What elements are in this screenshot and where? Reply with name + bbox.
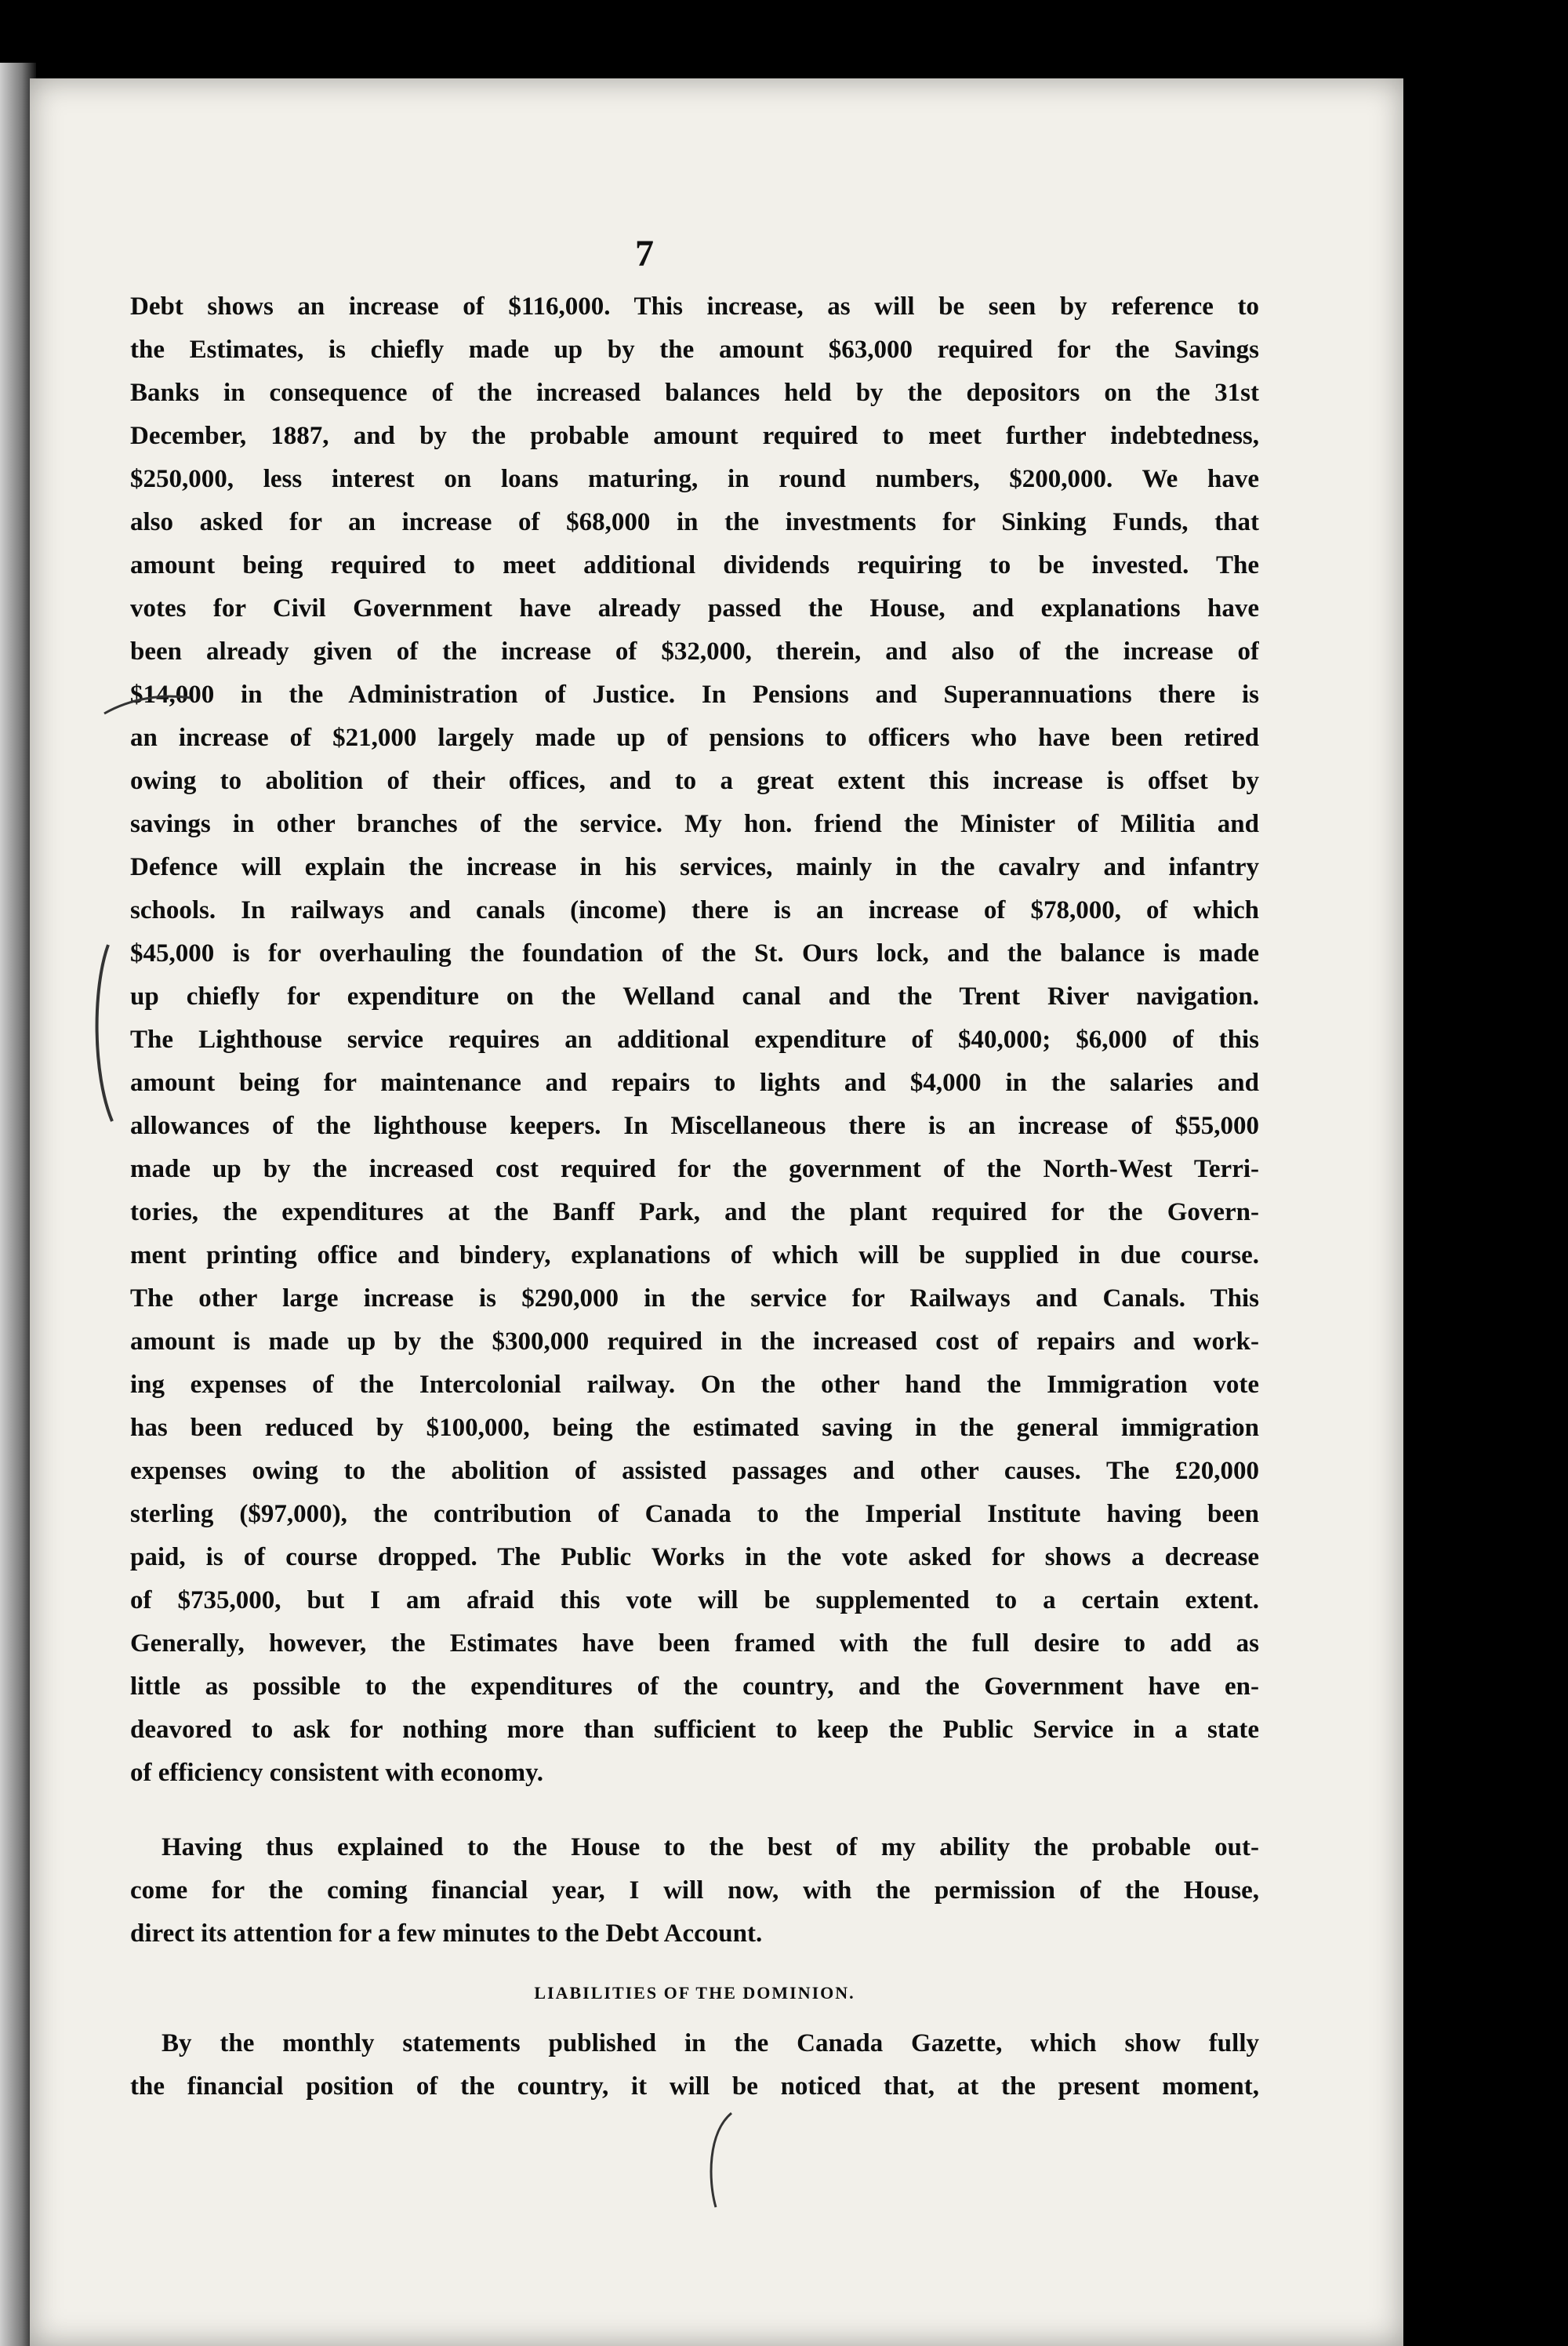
text-line: votes for Civil Government have already passed the House, and explanations have xyxy=(130,594,1259,623)
paragraph-2 xyxy=(130,1826,1259,1956)
text-line: an increase of $21,000 largely made up of pensions to officers who have been retired xyxy=(130,724,1259,752)
text-line: the financial position of the country, it will be noticed that, at the present moment, xyxy=(130,2072,1259,2101)
text-line: been already given of the increase of $32,000, therein, and also of the increase of xyxy=(130,637,1259,666)
text-line: $250,000, less interest on loans maturing, in round numbers, $200,000. We have xyxy=(130,465,1259,493)
paper-sheet xyxy=(30,78,1403,2346)
page-number: 7 xyxy=(635,233,654,274)
text-line: amount being required to meet additional dividends requiring to be invested. The xyxy=(130,551,1259,579)
text-line: deavored to ask for nothing more than sufficient to keep the Public Service in a state xyxy=(130,1716,1259,1744)
pencil-mark xyxy=(700,2109,739,2211)
text-line: Generally, however, the Estimates have been framed with the full desire to add as xyxy=(130,1629,1259,1658)
text-line: little as possible to the expenditures of the country, and the Government have en- xyxy=(130,1672,1259,1701)
text-line: sterling ($97,000), the contribution of Canada to the Imperial Institute having been xyxy=(130,1500,1259,1528)
body-text xyxy=(130,285,1259,2108)
text-line: The Lighthouse service requires an additional expenditure of $40,000; $6,000 of this xyxy=(130,1026,1259,1054)
text-line: By the monthly statements published in the Canada Gazette, which show fully xyxy=(162,2029,1259,2057)
text-line: come for the coming financial year, I will now, with the permission of the House, xyxy=(130,1876,1259,1905)
text-line: the Estimates, is chiefly made up by the amount $63,000 required for the Savings xyxy=(130,336,1259,364)
text-line: Defence will explain the increase in his services, mainly in the cavalry and infantry xyxy=(130,853,1259,881)
text-line: December, 1887, and by the probable amount required to meet further indebtedness, xyxy=(130,422,1259,450)
text-line: savings in other branches of the service. My hon. friend the Minister of Militia and xyxy=(130,810,1259,838)
text-line: owing to abolition of their offices, and to a great extent this increase is offset by xyxy=(130,767,1259,795)
text-line: ment printing office and bindery, explanations of which will be supplied in due course. xyxy=(130,1241,1259,1269)
text-line: of efficiency consistent with economy. xyxy=(130,1759,543,1787)
text-line: allowances of the lighthouse keepers. In Miscellaneous there is an increase of $55,000 xyxy=(130,1112,1259,1140)
margin-pencil-mark xyxy=(77,941,124,1129)
margin-pencil-mark xyxy=(100,682,194,729)
text-line: amount is made up by the $300,000 required in the increased cost of repairs and work- xyxy=(130,1327,1259,1356)
paragraph-1 xyxy=(130,285,1259,1795)
text-line: $14,000 in the Administration of Justice. In Pensions and Superannuations there is xyxy=(130,681,1259,709)
text-line: amount being for maintenance and repairs to lights and $4,000 in the salaries and xyxy=(130,1069,1259,1097)
text-line: has been reduced by $100,000, being the estimated saving in the general immigration xyxy=(130,1414,1259,1442)
text-line: Having thus explained to the House to the best of my ability the probable out- xyxy=(162,1833,1259,1861)
text-line: paid, is of course dropped. The Public Works in the vote asked for shows a decrease xyxy=(130,1543,1259,1571)
text-line: schools. In railways and canals (income) there is an increase of $78,000, of which xyxy=(130,896,1259,924)
text-line: ing expenses of the Intercolonial railway. On the other hand the Immigration vote xyxy=(130,1371,1259,1399)
text-line: of $735,000, but I am afraid this vote will be supplemented to a certain extent. xyxy=(130,1586,1259,1614)
text-line: also asked for an increase of $68,000 in the investments for Sinking Funds, that xyxy=(130,508,1259,536)
paragraph-3 xyxy=(130,2022,1259,2108)
text-line: up chiefly for expenditure on the Welland canal and the Trent River navigation. xyxy=(130,982,1259,1011)
text-line: Debt shows an increase of $116,000. This increase, as will be seen by reference to xyxy=(130,292,1259,321)
text-line: Banks in consequence of the increased balances held by the depositors on the 31st xyxy=(130,379,1259,407)
text-line: The other large increase is $290,000 in the service for Railways and Canals. This xyxy=(130,1284,1259,1313)
text-line: $45,000 is for overhauling the foundation of the St. Ours lock, and the balance is made xyxy=(130,939,1259,968)
text-line: direct its attention for a few minutes to the Debt Account. xyxy=(130,1919,763,1948)
section-heading: LIABILITIES OF THE DOMINION. xyxy=(534,1983,855,2003)
text-line: made up by the increased cost required for the government of the North-West Terri- xyxy=(130,1155,1259,1183)
text-line: tories, the expenditures at the Banff Park, and the plant required for the Govern- xyxy=(130,1198,1259,1226)
text-line: expenses owing to the abolition of assisted passages and other causes. The £20,000 xyxy=(130,1457,1259,1485)
